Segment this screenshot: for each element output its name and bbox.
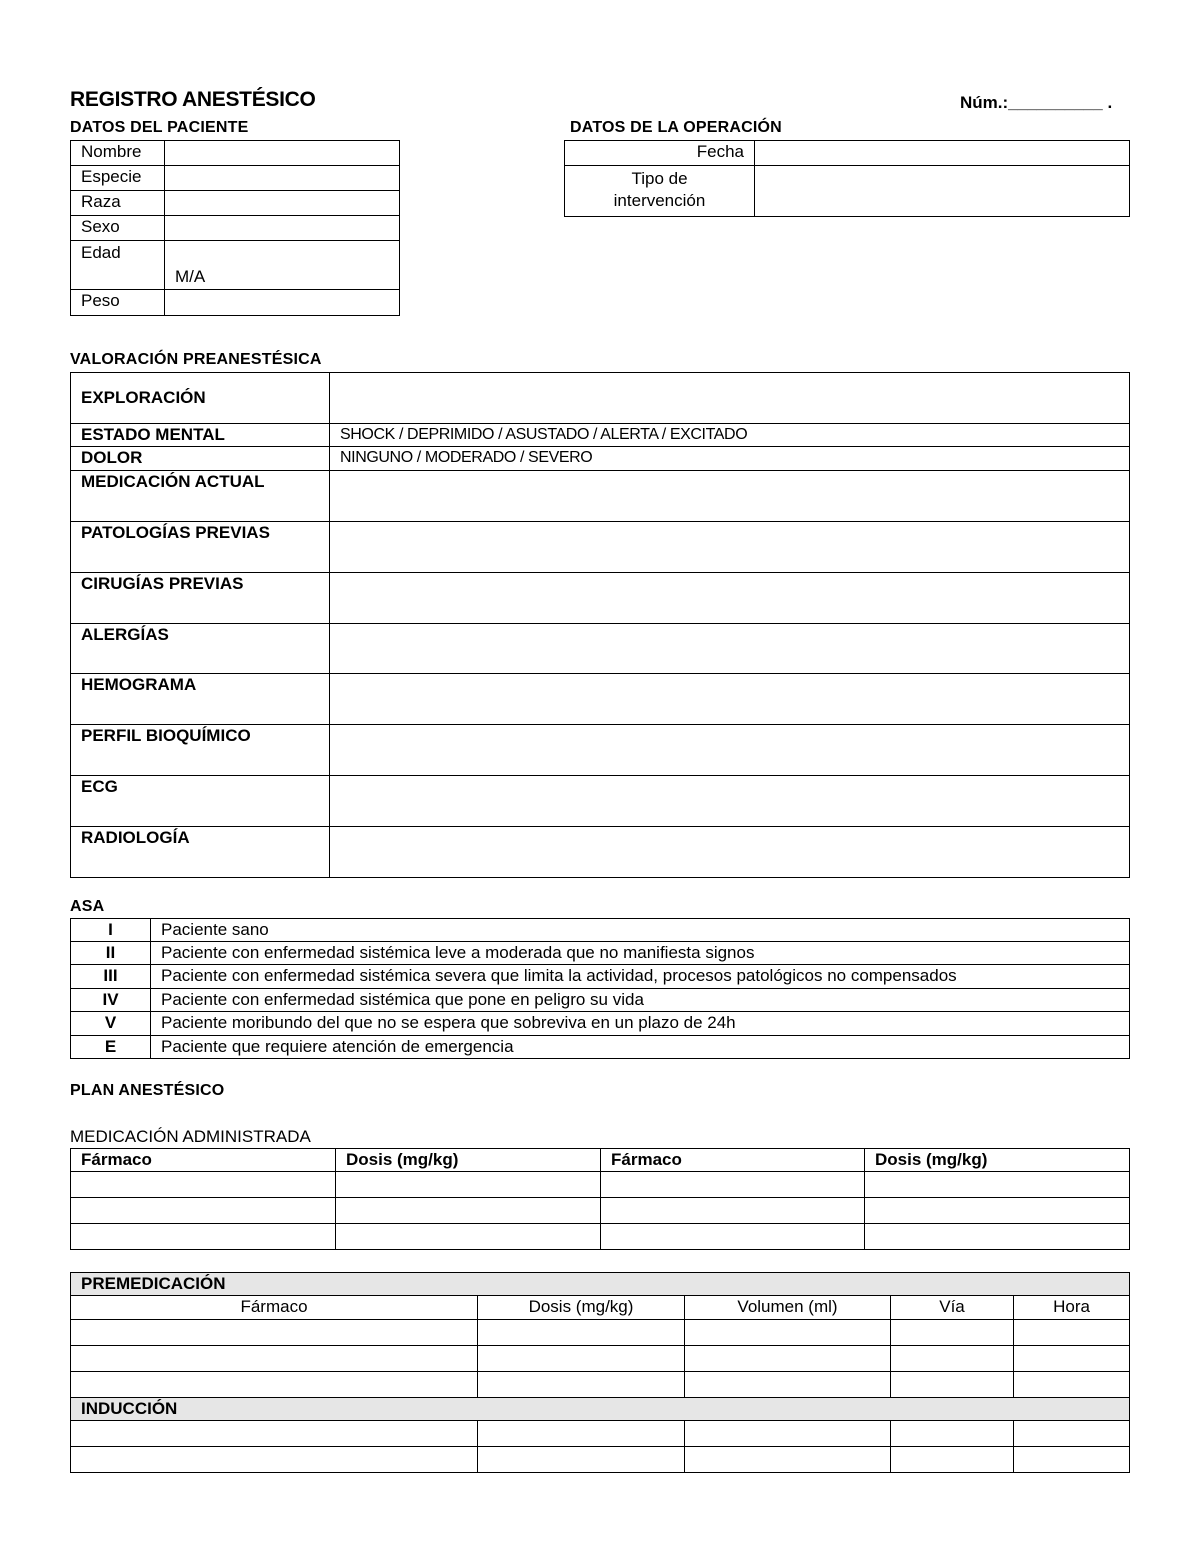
asa-description: Paciente sano [151,919,1130,942]
fecha-field[interactable] [755,141,1130,166]
table-row [71,1172,1130,1198]
asa-class: E [71,1036,151,1059]
column-header-volumen: Volumen (ml) [685,1296,891,1320]
exploracion-field[interactable] [330,373,1130,424]
table-cell[interactable] [891,1447,1014,1473]
preanesthetic-row [71,522,1130,573]
patient-label-edad: Edad [71,241,165,290]
patient-data-heading: DATOS DEL PACIENTE [70,119,249,136]
premedication-heading-row [71,1273,1130,1296]
preanesthetic-heading: VALORACIÓN PREANESTÉSICA [70,351,322,368]
record-number-label [960,93,1112,113]
preanesthetic-row [71,827,1130,878]
alergias-label: ALERGÍAS [71,624,330,674]
table-cell[interactable] [865,1172,1130,1198]
table-row [71,1346,1130,1372]
patient-data-table [70,140,400,316]
table-cell[interactable] [1014,1421,1130,1447]
asa-row[interactable] [71,989,1130,1012]
patologias-previas-field[interactable] [330,522,1130,573]
radiologia-label: RADIOLOGÍA [71,827,330,878]
medication-table [70,1148,1130,1250]
patient-label-especie: Especie [71,166,165,191]
patient-row [71,241,400,290]
table-cell[interactable] [685,1447,891,1473]
table-cell[interactable] [336,1198,601,1224]
patient-value-sexo[interactable] [165,216,400,241]
asa-class: IV [71,989,151,1012]
asa-description: Paciente con enfermedad sistémica leve a moderada que no manifiesta signos [151,942,1130,965]
asa-description: Paciente con enfermedad sistémica severa que limita la actividad, procesos patológicos no compensados [151,965,1130,989]
table-cell[interactable] [71,1320,478,1346]
preanesthetic-row [71,447,1130,471]
preanesthetic-row [71,471,1130,522]
patient-label-raza: Raza [71,191,165,216]
tipo-intervencion-line-2: intervención [613,191,706,210]
asa-description: Paciente con enfermedad sistémica que pone en peligro su vida [151,989,1130,1012]
asa-heading: ASA [70,898,105,915]
patient-value-especie[interactable] [165,166,400,191]
table-cell[interactable] [478,1320,685,1346]
table-cell[interactable] [478,1421,685,1447]
alergias-field[interactable] [330,624,1130,674]
asa-class: III [71,965,151,989]
table-cell[interactable] [478,1447,685,1473]
table-cell[interactable] [891,1346,1014,1372]
table-cell[interactable] [865,1224,1130,1250]
patient-row [71,191,400,216]
ecg-field[interactable] [330,776,1130,827]
preanesthetic-row [71,776,1130,827]
asa-description: Paciente que requiere atención de emergencia [151,1036,1130,1059]
table-cell[interactable] [478,1372,685,1398]
table-cell[interactable] [1014,1372,1130,1398]
patient-label-nombre: Nombre [71,141,165,166]
preanesthetic-table [70,372,1130,878]
column-header-dosis: Dosis (mg/kg) [865,1149,1130,1172]
preanesthetic-row [71,624,1130,674]
column-header-farmaco: Fármaco [601,1149,865,1172]
induction-heading: INDUCCIÓN [71,1398,1130,1421]
estado-mental-options[interactable]: SHOCK / DEPRIMIDO / ASUSTADO / ALERTA / EXCITADO [330,424,1130,447]
preanesthetic-row [71,725,1130,776]
table-row [71,1198,1130,1224]
fecha-label: Fecha [565,141,755,166]
tipo-intervencion-field[interactable] [755,166,1130,217]
medicacion-actual-field[interactable] [330,471,1130,522]
table-cell[interactable] [1014,1346,1130,1372]
table-cell[interactable] [71,1198,336,1224]
table-row [71,1421,1130,1447]
asa-row[interactable] [71,1012,1130,1036]
patient-row [71,290,400,316]
asa-row[interactable] [71,965,1130,989]
asa-row[interactable] [71,1036,1130,1059]
tipo-intervencion-label [565,166,755,217]
column-header-hora: Hora [1014,1296,1130,1320]
estado-mental-label: ESTADO MENTAL [71,424,330,447]
ecg-label: ECG [71,776,330,827]
operation-row [565,141,1130,166]
asa-table [70,918,1130,1059]
preanesthetic-row [71,674,1130,725]
hemograma-field[interactable] [330,674,1130,725]
preanesthetic-row [71,424,1130,447]
perfil-bioquimico-label: PERFIL BIOQUÍMICO [71,725,330,776]
column-header-farmaco: Fármaco [71,1149,336,1172]
patient-value-peso[interactable] [165,290,400,316]
table-cell[interactable] [601,1224,865,1250]
medicacion-actual-label: MEDICACIÓN ACTUAL [71,471,330,522]
asa-row[interactable] [71,942,1130,965]
table-cell[interactable] [336,1172,601,1198]
table-cell[interactable] [71,1421,478,1447]
column-header-dosis: Dosis (mg/kg) [336,1149,601,1172]
column-header-farmaco: Fármaco [71,1296,478,1320]
patient-value-raza[interactable] [165,191,400,216]
dolor-options[interactable]: NINGUNO / MODERADO / SEVERO [330,447,1130,471]
operation-data-table [564,140,1130,217]
table-cell[interactable] [685,1372,891,1398]
table-cell[interactable] [601,1198,865,1224]
patient-label-sexo: Sexo [71,216,165,241]
table-cell[interactable] [336,1224,601,1250]
plan-heading: PLAN ANESTÉSICO [70,1082,225,1099]
asa-row[interactable] [71,919,1130,942]
operation-row [565,166,1130,217]
patient-value-edad[interactable]: M/A [165,241,400,290]
table-row [71,1224,1130,1250]
column-header-via: Vía [891,1296,1014,1320]
perfil-bioquimico-field[interactable] [330,725,1130,776]
table-row [71,1320,1130,1346]
table-cell[interactable] [685,1421,891,1447]
asa-description: Paciente moribundo del que no se espera que sobreviva en un plazo de 24h [151,1012,1130,1036]
medication-header-row [71,1149,1130,1172]
premedication-header-row [71,1296,1130,1320]
hemograma-label: HEMOGRAMA [71,674,330,725]
table-cell[interactable] [71,1346,478,1372]
exploracion-label: EXPLORACIÓN [71,373,330,424]
patient-label-peso: Peso [71,290,165,316]
column-header-dosis: Dosis (mg/kg) [478,1296,685,1320]
patient-row [71,216,400,241]
patologias-previas-label: PATOLOGÍAS PREVIAS [71,522,330,573]
patient-row [71,166,400,191]
asa-class: II [71,942,151,965]
table-cell[interactable] [1014,1320,1130,1346]
preanesthetic-row [71,373,1130,424]
table-row [71,1447,1130,1473]
asa-class: I [71,919,151,942]
table-cell[interactable] [685,1346,891,1372]
asa-class: V [71,1012,151,1036]
table-cell[interactable] [891,1372,1014,1398]
patient-value-nombre[interactable] [165,141,400,166]
dolor-label: DOLOR [71,447,330,471]
table-cell[interactable] [865,1198,1130,1224]
preanesthetic-row [71,573,1130,624]
patient-row [71,141,400,166]
induction-heading-row [71,1398,1130,1421]
page-title: REGISTRO ANESTÉSICO [70,88,316,111]
table-row [71,1372,1130,1398]
table-cell[interactable] [685,1320,891,1346]
cirugias-previas-label: CIRUGÍAS PREVIAS [71,573,330,624]
table-cell[interactable] [71,1224,336,1250]
premedication-heading: PREMEDICACIÓN [71,1273,1130,1296]
table-cell[interactable] [891,1320,1014,1346]
table-cell[interactable] [71,1372,478,1398]
table-cell[interactable] [601,1172,865,1198]
table-cell[interactable] [71,1172,336,1198]
table-cell[interactable] [478,1346,685,1372]
record-number-field[interactable]: __________ . [1008,93,1113,112]
table-cell[interactable] [71,1447,478,1473]
record-number-text: Núm.: [960,93,1009,112]
operation-data-heading: DATOS DE LA OPERACIÓN [570,119,782,136]
premedication-table [70,1272,1130,1473]
medication-administered-heading: MEDICACIÓN ADMINISTRADA [70,1127,311,1146]
table-cell[interactable] [1014,1447,1130,1473]
cirugias-previas-field[interactable] [330,573,1130,624]
tipo-intervencion-line-1: Tipo de [631,169,688,188]
table-cell[interactable] [891,1421,1014,1447]
radiologia-field[interactable] [330,827,1130,878]
